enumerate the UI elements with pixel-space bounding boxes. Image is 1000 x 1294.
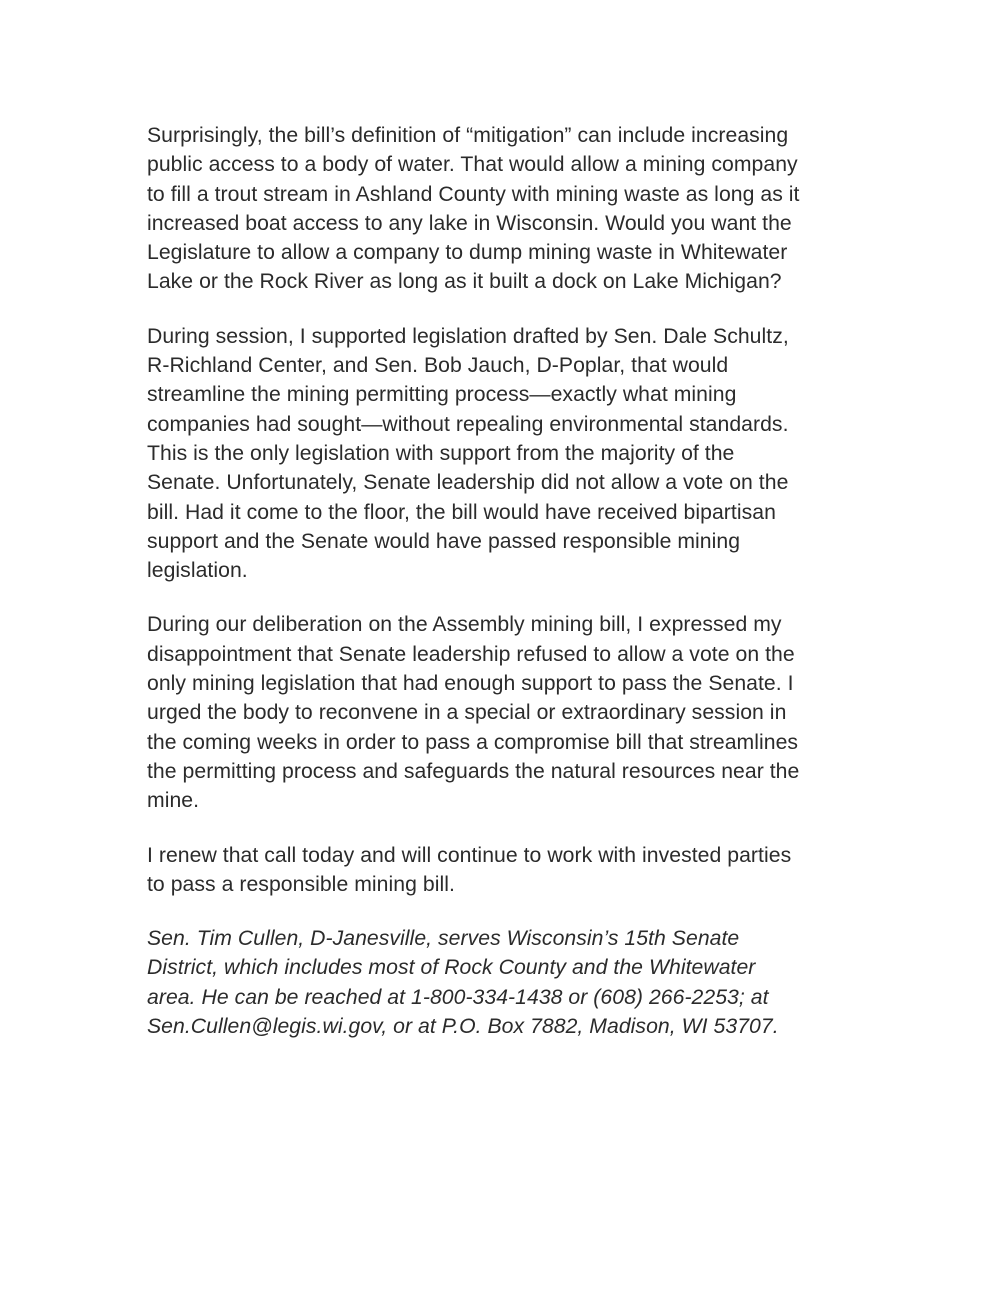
paragraph-session: During session, I supported legislation drafted by Sen. Dale Schultz, R-Richland Center, and Sen. Bob Jauch, D-Poplar, that would streamline the mining permitting process—exactly what mining companies had sought—without repealing environmental standards. This is the only legislation with support from the majority of the Senate. Unfortunately, Senate leadership did not allow a vote on the bill. Had it come to the floor, the bill would have received bipartisan support and the Senate would have passed responsible mining legislation. bbox=[147, 324, 789, 583]
paragraph-mitigation: Surprisingly, the bill’s definition of “mitigation” can include increasing public access to a body of water. That would allow a mining company to fill a trout stream in Ashland County with mining waste as long as it increased boat access to any lake in Wisconsin. Would you want the Legislature to allow a company to dump mining waste in Whitewater Lake or the Rock River as long as it built a dock on Lake Michigan? bbox=[147, 124, 800, 294]
paragraph-deliberation: During our deliberation on the Assembly mining bill, I expressed my disappointment that Senate leadership refused to allow a vote on the only mining legislation that had enough support to pass the Senate. I urged the body to reconvene in a special or extraordinary session in the coming weeks in order to pass a compromise bill that streamlines the permitting process and safeguards the natural resources near the mine. bbox=[147, 613, 800, 813]
document-body bbox=[147, 121, 862, 1066]
paragraph-renew-call: I renew that call today and will continue to work with invested parties to pass a responsible mining bill. bbox=[147, 843, 792, 896]
author-signature: Sen. Tim Cullen, D-Janesville, serves Wisconsin’s 15th Senate District, which includes most of Rock County and the Whitewater area. He can be reached at 1-800-334-1438 or (608) 266-2253; at Sen.Cullen@legis.wi.gov, or at P.O. Box 7882, Madison, WI 53707. bbox=[147, 927, 779, 1039]
